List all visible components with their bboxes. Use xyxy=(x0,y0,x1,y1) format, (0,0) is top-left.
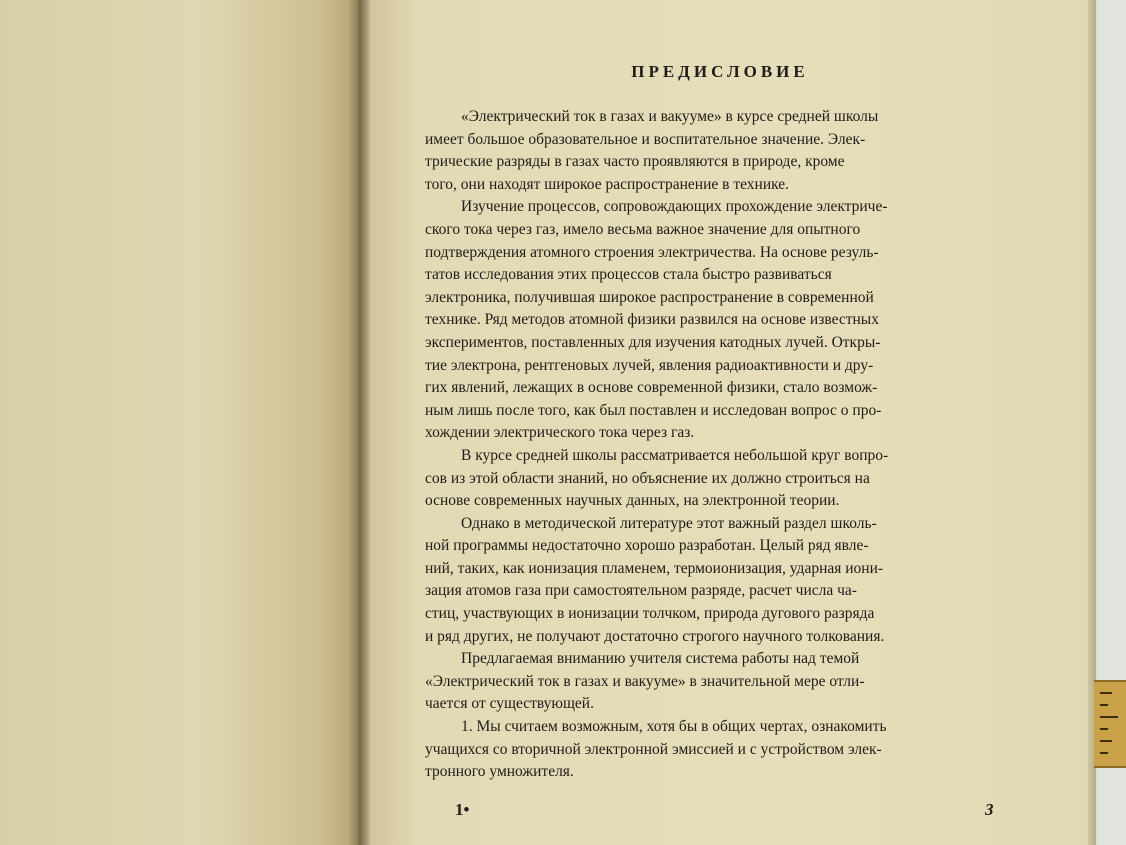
left-page-blank xyxy=(0,0,362,845)
signature-mark: 1• xyxy=(455,800,470,819)
paragraph-6: 1. Мы считаем возможным, хотя бы в общих чертах, ознакомить учащихся со вторичной электронной эмиссией и с устройством элек- тронного умножителя. xyxy=(425,718,887,781)
paragraph-5: Предлагаемая вниманию учителя система работы над темой «Электрический ток в газах и вакууме» в значительной мере отли- чается от существующей. xyxy=(425,650,865,713)
book-gutter xyxy=(348,0,370,845)
paragraph-4: Однако в методической литературе этот важный раздел школь- ной программы недостаточно хорошо разработан. Целый ряд явле- ний, таких, как ионизация пламенем, термоионизация, ударная иони- зация атомов газа при самостоятельном разряде, расчет числа ча- стиц, участвующих в ионизации толчком, природа дугового разряда и ряд других, не получают достаточно строгого научного толкования. xyxy=(425,514,885,645)
paragraph-1: «Электрический ток в газах и вакууме» в курсе средней школы имеет большое образовательное и воспитательное значение. Элек- трические разряды в газах часто проявляются в природе, кроме того, они находят широкое распространение в технике. xyxy=(425,108,879,193)
page-text xyxy=(425,58,1015,784)
paragraph-3: В курсе средней школы рассматривается небольшой круг вопро- сов из этой области знаний, но объяснение их должно строиться на основе современных научных данных, на электронной теории. xyxy=(425,446,889,510)
paragraph-2: Изучение процессов, сопровождающих прохождение электриче- ского тока через газ, имело весьма важное значение для опытного подтверждения атомного строения электричества. На основе резуль- татов исследования этих процессов стала быстро развиваться электроника, получившая широкое распространение в современной технике. Ряд методов атомной физики развился на основе известных экспериментов, поставленных для изучения катодных лучей. Откры- тие электрона, рентгеновых лучей, явления радиоактивности и дру- гих явлений, лежащих в основе современной физики, стало возмож- ным лишь после того, как был поставлен и исследован вопрос о про- хождении электрического тока через газ. xyxy=(425,198,888,442)
ruler-icon xyxy=(1094,680,1126,768)
page-heading: ПРЕДИСЛОВИЕ xyxy=(631,62,809,81)
page-number: 3 xyxy=(985,800,994,819)
